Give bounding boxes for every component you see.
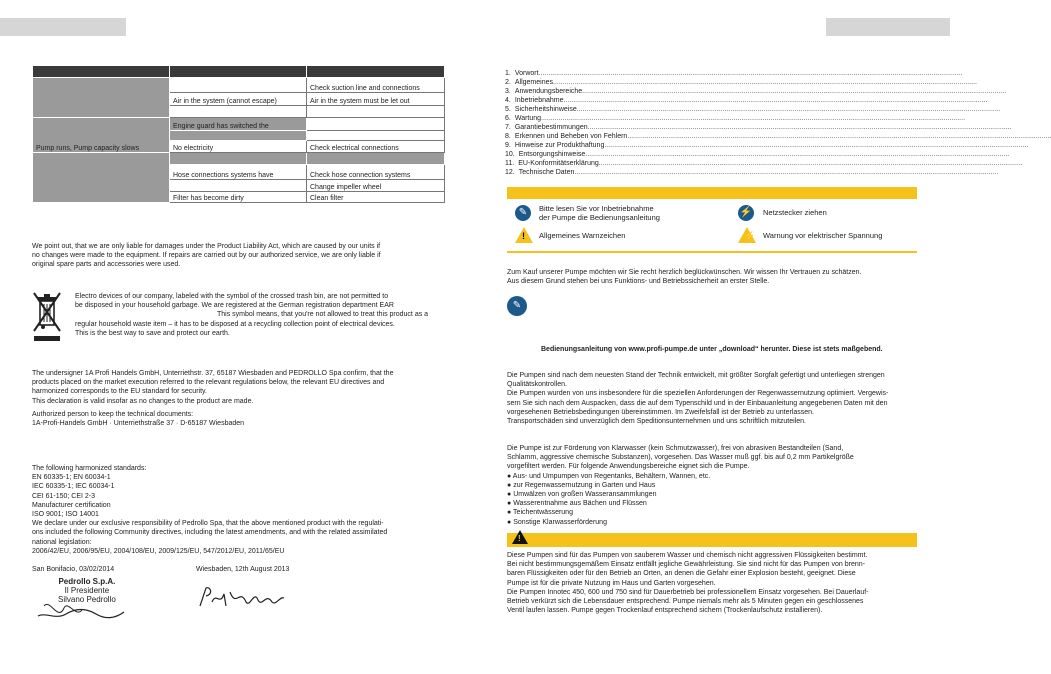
table-row: Check suction line and connections	[33, 78, 445, 93]
table-row: Filter has become dirty Clean filter	[33, 192, 445, 203]
toc-item[interactable]: 9. Hinweise zur Produkthaftung ..........................................................................................................................................................................................................................	[505, 142, 1029, 149]
toc-item[interactable]: 11. EU-Konformitätserklärung ..........................................................................................................................................................................................................................	[505, 160, 1023, 167]
table-header-row	[33, 66, 445, 78]
read-manual-icon: ✎	[515, 205, 531, 221]
table-row: Hose connections systems have Check hose connection systems	[33, 165, 445, 180]
weee-text: Electro devices of our company, labeled with the symbol of the crossed trash bin, are not permitted to be disposed in your household garbage. We are registered at the German registration department EAR This symbol means, that you're not allowed to treat this product as a regular household waste item – it has to be disposed at a recycling collection point of electrical devices. This is the best way to save and protect our earth.	[75, 293, 429, 337]
warning-icon-mark: !	[518, 534, 521, 543]
place-date-left: San Bonifacio, 03/02/2014	[32, 566, 115, 573]
toc-item[interactable]: 5. Sicherheitshinweise ..........................................................................................................................................................................................................................	[505, 106, 1001, 113]
place-date-right: Wiesbaden, 12th August 2013	[196, 566, 290, 573]
list-item: ● zur Regenwassernutzung in Garten und Haus	[507, 481, 656, 489]
signature-pedrollo	[36, 594, 126, 624]
usage-text: Diese Pumpen sind für das Pumpen von sauberem Wasser und chemisch nicht aggressiven Flüssigkeiten bestimmt. Bei nicht bestimmungsgemäßem Einsatz entfällt jegliche Gewährleistung. Sie sind nicht für das Pumpen von brenn- baren Flüssigkeiten oder für den Betrieb an Orten, an denen die Gefahr einer Explosion besteht, geeignet. Diese Pumpe ist für die private Nutzung im Haus und Garten vorgesehen. Die Pumpen Innotec 450, 600 und 750 sind für Dauerbetrieb bei professionellem Einsatz vorgesehen. Bei Dauerlauf- Betrieb verkürzt sich die Lebensdauer entsprechend. Pumpe niemals mehr als 5 Minuten gegen ein geschlossenes Ventil laufen lassen. Pumpe gegen Trockenlauf entsprechend sichern (Trockenlaufschutz installieren).	[507, 552, 869, 615]
table-row	[33, 153, 445, 165]
table-row: Pump runs, Pump capacity slows Engine guard has switched the	[33, 118, 445, 131]
list-item: ● Aus- und Umpumpen von Regentanks, Behältern, Wannen, etc.	[507, 472, 711, 480]
general-warning-label: Allgemeines Warnzeichen	[539, 231, 626, 240]
manual-info-icon: ✎	[507, 296, 527, 316]
electric-warning-label: Warnung vor elektrischer Spannung	[763, 231, 883, 240]
electric-warning-icon: ⚡	[738, 227, 756, 243]
troubleshooting-table	[32, 65, 445, 203]
standards-list: The following harmonized standards: EN 60335-1; EN 60034-1 IEC 60335-1; IEC 60034-1 CEI 61-150; CEI 2-3 Manufacturer certification ISO 9001; ISO 14001 We declare under our exclusive responsibility of Pedrollo Spa, that the above mentioned product with the regulati- ons included the following Community directives, including the latest amendments, and with the related assimilated national legislation: 2006/42/EU, 2006/95/EU, 2004/108/EU, 2009/125/EU, 547/2012/EU, 2011/65/EU	[32, 465, 388, 555]
list-item: ● Umwälzen von großen Wasseransammlungen	[507, 491, 657, 499]
download-note: Bedienungsanleitung von www.profi-pumpe.de unter „download“ herunter. Diese ist stets maßgebend.	[541, 346, 883, 353]
toc-item[interactable]: 4. Inbetriebnahme ..........................................................................................................................................................................................................................	[505, 97, 988, 104]
toc-item[interactable]: 7. Garantiebestimmungen ..........................................................................................................................................................................................................................	[505, 124, 1012, 131]
crossed-trash-bin-icon	[32, 291, 62, 343]
toc-item[interactable]: 8. Erkennen und Beheben von Fehlern ..........................................................................................................................................................................................................................	[505, 133, 1051, 140]
authorized-person: Authorized person to keep the technical documents: 1A-Profi-Handels GmbH · Unterriethstraße 37 · D-65187 Wiesbaden	[32, 411, 245, 428]
toc-item[interactable]: 2. Allgemeines ..........................................................................................................................................................................................................................	[505, 79, 977, 86]
signature-stamp: Pedrollo S.p.A. Il Presidente Silvano Pedrollo	[58, 577, 116, 604]
table-row: No electricity Check electrical connections	[33, 141, 445, 153]
symbols-header-bar	[507, 187, 917, 199]
table-row: Air in the system (cannot escape) Air in the system must be let out	[33, 93, 445, 106]
list-item: ● Wasserentnahme aus Bächen und Flüssen	[507, 500, 647, 508]
signature-wiesbaden	[196, 584, 286, 612]
list-item: ● Teichentwässerung	[507, 509, 573, 517]
toc-item[interactable]: 10. Entsorgungshinweise ..........................................................................................................................................................................................................................	[505, 151, 1010, 158]
table-row: Change impeller wheel	[33, 180, 445, 192]
header-tab-left	[0, 18, 126, 36]
list-item: ● Sonstige Klarwasserförderung	[507, 518, 607, 526]
conformity-text: The undersigner 1A Profi Handels GmbH, Unterriethstr. 37, 65187 Wiesbaden and PEDROLLO Spa confirm, that the products placed on the market execution referred to the relevant regulations below, the relevant EU directives and harmonized corresponds to the EU standard for security. This declaration is valid insofar as no changes to the product are made.	[32, 370, 394, 405]
toc-item[interactable]: 1. Vorwort ..........................................................................................................................................................................................................................	[505, 70, 963, 77]
usage-warning-bar	[507, 533, 917, 547]
header-tab-right	[826, 18, 950, 36]
application-text: Die Pumpe ist zur Förderung von Klarwasser (kein Schmutzwasser), frei von abrasiven Bestandteilen (Sand, Schlamm, aggressive chemische Substanzen), vorgesehen. Das Wasser muß ggf. bis auf 0,2 mm Partikelgröße vorgefiltert werden. Für folgende Anwendungsbereiche eignet sich die Pumpe. ● Aus- und Umpumpen von Regentanks, Behältern, Wannen, etc. ● zur Regenwassernutzung in Garten und Haus ● Umwälzen von großen Wasseransammlungen ● Wasserentnahme aus Bächen und Flüssen ● Teichentwässerung ● Sonstige Klarwasserförderung	[507, 445, 854, 526]
liability-text: We point out, that we are only liable for damages under the Product Liability Act, which are caused by our units if no changes were made to the equipment. If repairs are carried out by our authorized service, we are only liable if original spare parts and accessories were used.	[32, 243, 381, 269]
unplug-label: Netzstecker ziehen	[763, 208, 827, 217]
foreword-text: Zum Kauf unserer Pumpe möchten wir Sie recht herzlich beglückwünschen. Wir wissen Ihr Vertrauen zu schätzen. Aus diesem Grund stehen bei uns Funktions- und Betriebssicherheit an erster Stelle.	[507, 269, 862, 286]
toc-item[interactable]: 12. Technische Daten ..........................................................................................................................................................................................................................	[505, 169, 999, 176]
unplug-icon: ⚡	[738, 205, 754, 221]
toc-item[interactable]: 3. Anwendungsbereiche ..........................................................................................................................................................................................................................	[505, 88, 1007, 95]
toc-item[interactable]: 6. Wartung ..........................................................................................................................................................................................................................	[505, 115, 966, 122]
symbols-box	[507, 199, 917, 253]
general-text: Die Pumpen sind nach dem neuesten Stand der Technik entwickelt, mit größter Sorgfalt gefertigt und unterliegen strengen Qualitätskontrollen. Die Pumpen wurden von uns insbesondere für die speziellen Anforderungen der Regenwassernutzung optimiert. Vergewis- sern Sie sich nach dem Auspacken, dass die auf dem Typenschild und in der Einbauanleitung angegebenen Daten mit den vorgesehenen Betriebsbedingungen übereinstimmen. Im Zweifelsfall ist der Betrieb zu unterlassen. Transportschäden sind unverzüglich dem Speditionsunternehmen und uns schriftlich mitzuteilen.	[507, 372, 889, 426]
read-manual-label: Bitte lesen Sie vor Inbetriebnahme der Pumpe die Bedienungsanleitung	[539, 204, 660, 223]
general-warning-icon: !	[515, 227, 533, 243]
